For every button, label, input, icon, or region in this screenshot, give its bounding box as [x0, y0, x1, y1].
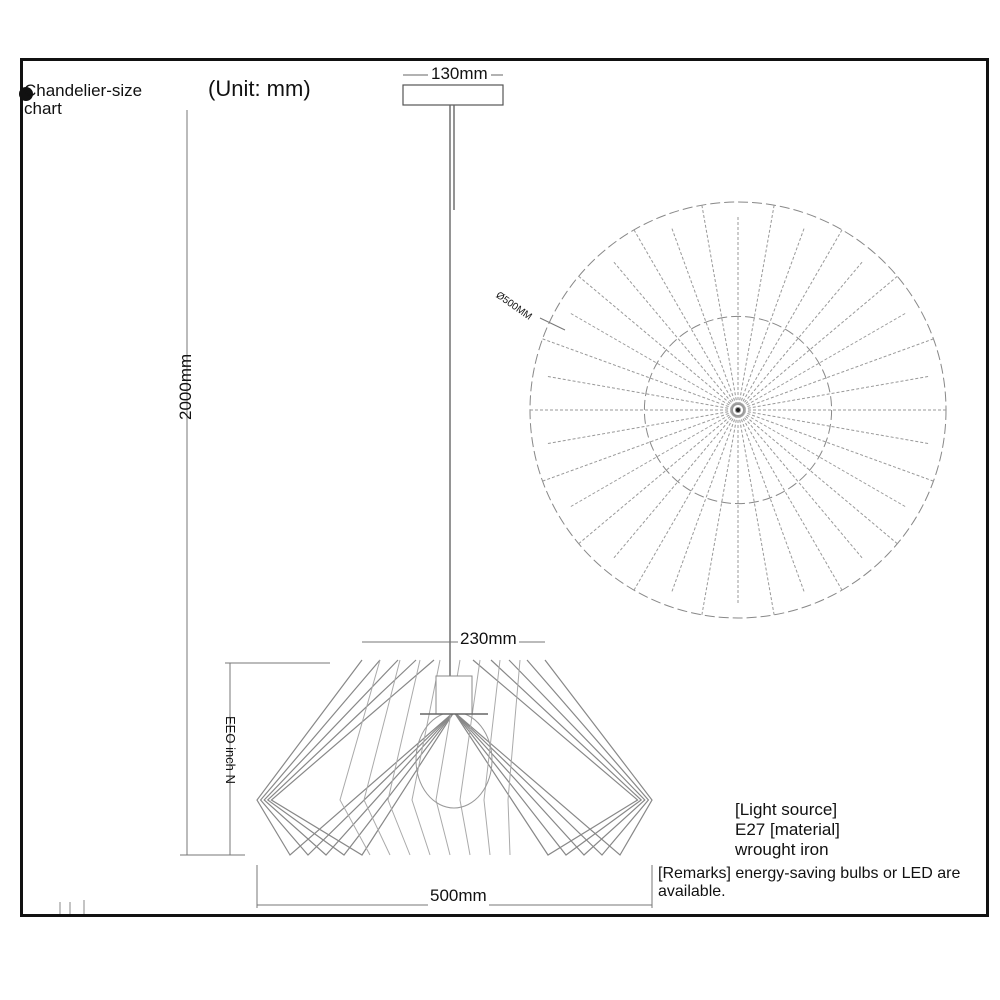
- wire-shade: [257, 660, 652, 855]
- shade-wire-left: [271, 660, 454, 855]
- canopy: [403, 85, 503, 105]
- socket: [436, 676, 472, 714]
- shade-wire-inner: [508, 660, 520, 855]
- bulb-label: E27 [material]: [735, 820, 840, 839]
- top-view-spoke: [547, 376, 738, 410]
- top-view-diagram: [530, 202, 946, 618]
- shade-wire-inner: [340, 660, 380, 855]
- canopy-width-label: 130mm: [428, 64, 491, 84]
- top-view-spoke: [738, 376, 929, 410]
- total-height-label: 2000mm: [176, 353, 195, 420]
- shade-wire-left: [268, 660, 454, 855]
- shade-top-width-label: 230mm: [460, 629, 517, 648]
- top-view-spoke: [738, 410, 929, 444]
- shade-wire-right: [454, 660, 641, 855]
- unit-label: (Unit: mm): [208, 76, 311, 101]
- remarks-text: [Remarks] energy-saving bulbs or LED are available.: [658, 865, 961, 900]
- top-view-center: [736, 408, 740, 412]
- shade-width-label: 500mm: [430, 886, 487, 905]
- shade-height-label: EEO inch N: [223, 716, 238, 784]
- chart-title: Chandelier-size chart: [24, 81, 143, 118]
- light-source-label: [Light source]: [735, 800, 838, 819]
- shade-wire-right: [454, 660, 638, 855]
- top-view-spoke: [547, 410, 738, 444]
- shade-wire-left: [264, 660, 454, 855]
- bulb-outline: [416, 712, 492, 808]
- diameter-leader: [540, 318, 565, 330]
- diameter-label: Ø500MM: [493, 290, 534, 323]
- material-label: wrought iron: [735, 840, 829, 859]
- shade-wire-right: [454, 660, 645, 855]
- spec-block: [735, 800, 935, 860]
